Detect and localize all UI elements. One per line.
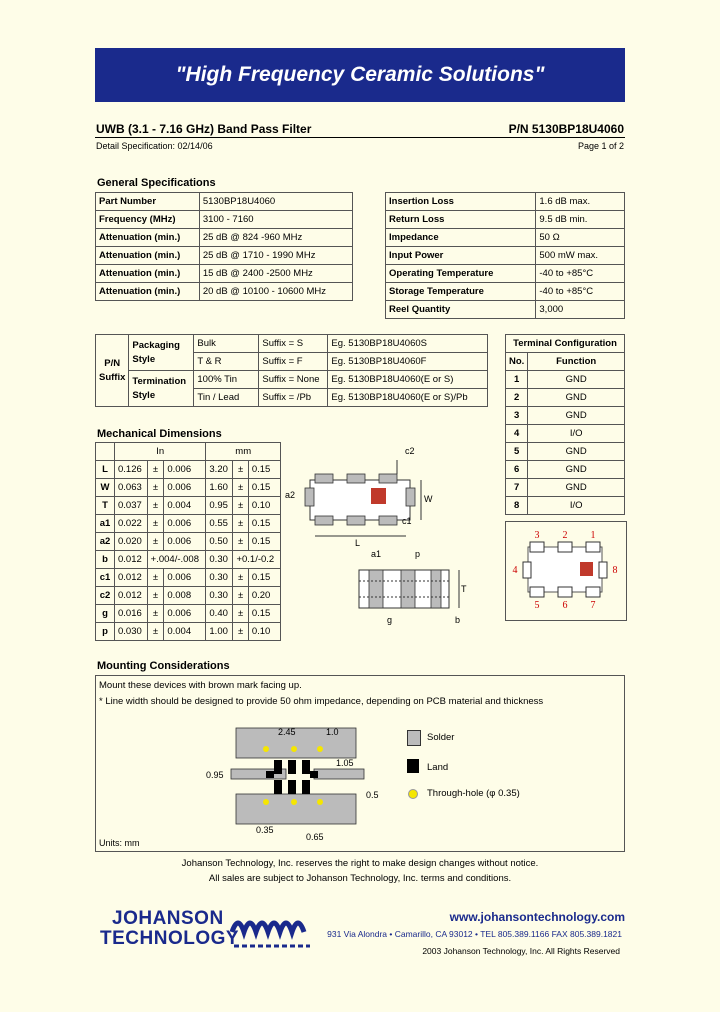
pinout-pad xyxy=(558,587,572,597)
mech-in-value: 0.012 xyxy=(115,569,148,587)
spec-label: Attenuation (min.) xyxy=(96,265,200,283)
terminal-no: 7 xyxy=(506,479,528,497)
mech-pm: ± xyxy=(147,497,164,515)
dim-label-245: 2.45 xyxy=(278,727,296,737)
logo-waves-icon xyxy=(230,910,315,952)
mech-pm: ± xyxy=(233,497,248,515)
dim-label-a1: a1 xyxy=(371,549,382,559)
mech-row xyxy=(96,515,281,533)
general-specs-heading: General Specifications xyxy=(97,177,216,189)
mech-mm-tol: 0.20 xyxy=(248,587,280,605)
mech-symbol: p xyxy=(96,623,115,641)
through-hole xyxy=(291,746,297,752)
mech-symbol: c1 xyxy=(96,569,115,587)
suffix-label-suffix: Suffix xyxy=(99,371,126,383)
dim-label-105: 1.05 xyxy=(336,758,354,768)
units-note: Units: mm xyxy=(99,838,140,848)
dim-label-b: b xyxy=(455,615,461,625)
land-pad xyxy=(288,760,296,774)
land-pad xyxy=(266,771,274,778)
suffix-cell: T & R xyxy=(194,353,259,371)
mech-mm-tol: 0.15 xyxy=(248,605,280,623)
pinout-pad xyxy=(599,562,607,578)
mech-mm-value: 3.20 xyxy=(206,461,233,479)
dim-label-p: p xyxy=(415,549,421,559)
pinout-pad xyxy=(586,542,600,552)
mech-in-tol: 0.004 xyxy=(164,623,206,641)
spec-value: -40 to +85°C xyxy=(536,265,625,283)
brown-mark xyxy=(371,488,386,504)
terminal-function: GND xyxy=(528,407,625,425)
footer-line-1: Johanson Technology, Inc. reserves the right to make design changes without notice. xyxy=(181,858,539,869)
terminal-row xyxy=(506,407,625,425)
terminal-config-table xyxy=(505,334,625,515)
pin-label: 3 xyxy=(534,530,540,541)
mounting-line-2: * Line width should be designed to provide 50 ohm impedance, depending on PCB material and thickness xyxy=(99,696,544,707)
copyright: 2003 Johanson Technology, Inc. All Rights Reserved xyxy=(422,946,620,956)
mech-in-value: 0.037 xyxy=(115,497,148,515)
pinout-pad xyxy=(530,587,544,597)
chip-pad xyxy=(347,516,365,525)
spec-label: Operating Temperature xyxy=(386,265,536,283)
mech-row xyxy=(96,587,281,605)
mech-in-value: 0.012 xyxy=(115,551,148,569)
mech-mm-tol: 0.15 xyxy=(248,461,280,479)
mech-pm: ± xyxy=(233,587,248,605)
mech-mm-value: 0.30 xyxy=(206,587,233,605)
logo-wave xyxy=(232,923,304,932)
mech-mm-value: 0.40 xyxy=(206,605,233,623)
suffix-label-pn: P/N xyxy=(104,357,121,369)
land-pad xyxy=(274,760,282,774)
terminal-no: 2 xyxy=(506,389,528,407)
suffix-cell: Eg. 5130BP18U4060F xyxy=(328,353,488,371)
mech-mm-tol: 0.15 xyxy=(248,569,280,587)
mech-mm-tol: 0.15 xyxy=(248,515,280,533)
mech-pm: ± xyxy=(147,605,164,623)
mech-in-tol: 0.006 xyxy=(164,461,206,479)
mech-symbol: a2 xyxy=(96,533,115,551)
mech-in-value: 0.016 xyxy=(115,605,148,623)
spec-label: Reel Quantity xyxy=(386,301,536,319)
general-specs-left-table xyxy=(95,192,353,301)
spec-value: 3,000 xyxy=(536,301,625,319)
pin-label: 5 xyxy=(534,600,540,611)
pinout-pad xyxy=(523,562,531,578)
suffix-cell: Eg. 5130BP18U4060S xyxy=(328,335,488,353)
mech-in-tol: 0.006 xyxy=(164,569,206,587)
general-spec-row xyxy=(386,193,625,211)
header-divider xyxy=(95,137,625,138)
mech-mm-value: 0.30 xyxy=(206,569,233,587)
mech-pm: ± xyxy=(233,605,248,623)
general-spec-row xyxy=(96,229,353,247)
mech-row xyxy=(96,569,281,587)
mech-pm: ± xyxy=(233,533,248,551)
suffix-cell: Suffix = S xyxy=(259,335,328,353)
mech-in-tol: 0.006 xyxy=(164,533,206,551)
terminal-function: GND xyxy=(528,461,625,479)
terminal-function: GND xyxy=(528,443,625,461)
chip-pad xyxy=(406,488,415,506)
brown-mark xyxy=(580,562,593,576)
pin-label: 7 xyxy=(590,600,596,611)
spec-label: Impedance xyxy=(386,229,536,247)
termination-label: Termination xyxy=(132,375,187,387)
terminal-col-function: Function xyxy=(528,353,625,371)
land-pad xyxy=(302,780,310,794)
dim-label-t: T xyxy=(461,584,467,594)
legend-hole: Through-hole (φ 0.35) xyxy=(427,788,520,799)
terminal-row xyxy=(506,479,625,497)
general-spec-row xyxy=(386,229,625,247)
through-hole xyxy=(263,799,269,805)
suffix-label xyxy=(96,335,129,407)
general-spec-row xyxy=(386,265,625,283)
terminal-row xyxy=(506,461,625,479)
general-spec-row xyxy=(96,283,353,301)
through-hole xyxy=(317,799,323,805)
land-pad xyxy=(302,760,310,774)
legend-solder-swatch xyxy=(407,730,421,746)
mech-in-tol: 0.006 xyxy=(164,515,206,533)
dim-label-05: 0.5 xyxy=(366,790,379,800)
suffix-cell: Bulk xyxy=(194,335,259,353)
dim-label-l: L xyxy=(355,538,361,548)
mech-in-value: 0.012 xyxy=(115,587,148,605)
mech-symbol: T xyxy=(96,497,115,515)
dim-label-035: 0.35 xyxy=(256,825,274,835)
through-hole xyxy=(317,746,323,752)
footer-line-2: All sales are subject to Johanson Technology, Inc. terms and conditions. xyxy=(208,873,512,884)
suffix-cell: Suffix = F xyxy=(259,353,328,371)
general-spec-row xyxy=(386,211,625,229)
mech-pm: ± xyxy=(147,461,164,479)
mech-symbol: W xyxy=(96,479,115,497)
chip-body xyxy=(310,480,410,520)
page-number: Page 1 of 2 xyxy=(577,141,624,151)
mech-symbol: b xyxy=(96,551,115,569)
mech-in-value: 0.126 xyxy=(115,461,148,479)
suffix-cell: Suffix = /Pb xyxy=(259,389,328,407)
termination-style-word: Style xyxy=(132,389,156,401)
solder-area xyxy=(236,794,356,824)
mech-row xyxy=(96,623,281,641)
legend-solder: Solder xyxy=(427,732,455,743)
terminal-no: 6 xyxy=(506,461,528,479)
detail-spec: Detail Specification: 02/14/06 xyxy=(96,141,213,151)
packaging-style-label xyxy=(129,335,194,371)
mech-symbol: g xyxy=(96,605,115,623)
chip-side-term xyxy=(369,570,383,608)
mech-mm-tol: 0.10 xyxy=(248,623,280,641)
spec-value: 1.6 dB max. xyxy=(536,193,625,211)
mechanical-heading: Mechanical Dimensions xyxy=(97,428,222,440)
suffix-cell: Tin / Lead xyxy=(194,389,259,407)
spec-value: 50 Ω xyxy=(536,229,625,247)
mech-symbol: c2 xyxy=(96,587,115,605)
pin-label: 8 xyxy=(612,565,618,576)
spec-label: Input Power xyxy=(386,247,536,265)
terminal-col-no: No. xyxy=(506,353,528,371)
terminal-function: GND xyxy=(528,389,625,407)
legend-land-swatch xyxy=(407,759,419,773)
website-link[interactable]: www.johansontechnology.com xyxy=(449,910,625,924)
spec-value: -40 to +85°C xyxy=(536,283,625,301)
land-pad xyxy=(274,780,282,794)
spec-label: Storage Temperature xyxy=(386,283,536,301)
mounting-box xyxy=(95,675,625,852)
mech-pm: ± xyxy=(147,587,164,605)
through-hole xyxy=(263,746,269,752)
general-spec-row xyxy=(386,247,625,265)
mech-row xyxy=(96,497,281,515)
terminal-no: 4 xyxy=(506,425,528,443)
suffix-cell: 100% Tin xyxy=(194,371,259,389)
dim-label-065: 0.65 xyxy=(306,832,324,842)
mech-pm: ± xyxy=(147,569,164,587)
mech-pm: ± xyxy=(233,623,248,641)
chip-side-term xyxy=(431,570,441,608)
logo-johanson: JOHANSON xyxy=(112,908,224,929)
mech-in-tol: 0.006 xyxy=(164,479,206,497)
mech-mm-tol: 0.10 xyxy=(248,497,280,515)
chip-pad xyxy=(305,488,314,506)
mech-in-value: 0.020 xyxy=(115,533,148,551)
mech-pm: ± xyxy=(233,515,248,533)
mech-row xyxy=(96,551,281,569)
mech-mm-value: 0.30 xyxy=(206,551,233,569)
terminal-no: 8 xyxy=(506,497,528,515)
mech-pm: ± xyxy=(233,569,248,587)
pin-label: 2 xyxy=(562,530,568,541)
mech-mm-tol: +0.1/-0.2 xyxy=(233,551,281,569)
mech-mm-tol: 0.15 xyxy=(248,533,280,551)
mounting-line-1: Mount these devices with brown mark facing up. xyxy=(99,680,302,691)
terminal-row xyxy=(506,443,625,461)
spec-label: Return Loss xyxy=(386,211,536,229)
spec-label: Attenuation (min.) xyxy=(96,283,200,301)
terminal-config-heading: Terminal Configuration xyxy=(506,335,625,353)
general-spec-row xyxy=(96,211,353,229)
terminal-no: 1 xyxy=(506,371,528,389)
spec-label: Part Number xyxy=(96,193,200,211)
mech-row xyxy=(96,533,281,551)
suffix-table xyxy=(95,334,488,407)
pinout-svg xyxy=(506,522,626,620)
general-specs-right-table xyxy=(385,192,625,319)
solder-trace xyxy=(314,769,364,779)
pinout-diagram xyxy=(505,521,627,621)
chip-pad xyxy=(379,516,397,525)
dim-label-095: 0.95 xyxy=(206,770,224,780)
through-hole xyxy=(291,799,297,805)
spec-label: Frequency (MHz) xyxy=(96,211,200,229)
pin-label: 6 xyxy=(562,600,568,611)
mech-blank xyxy=(96,443,115,461)
mech-in-value: 0.030 xyxy=(115,623,148,641)
part-number: P/N 5130BP18U4060 xyxy=(508,122,624,136)
chip-pad xyxy=(315,516,333,525)
suffix-cell: Eg. 5130BP18U4060(E or S) xyxy=(328,371,488,389)
chip-pad xyxy=(379,474,397,483)
packaging-label: Packaging xyxy=(132,339,180,351)
terminal-row xyxy=(506,497,625,515)
legend-hole-swatch xyxy=(408,789,418,799)
packaging-style-word: Style xyxy=(132,353,156,365)
dim-label-10: 1.0 xyxy=(326,727,339,737)
terminal-row xyxy=(506,425,625,443)
mech-in-tol: 0.006 xyxy=(164,605,206,623)
dim-label-c2: c2 xyxy=(405,446,415,456)
suffix-cell: Suffix = None xyxy=(259,371,328,389)
dim-label-c1: c1 xyxy=(402,516,412,526)
mech-col-mm: mm xyxy=(206,443,281,461)
dim-label-a2: a2 xyxy=(285,490,296,500)
product-title: UWB (3.1 - 7.16 GHz) Band Pass Filter xyxy=(96,122,312,136)
mech-symbol: L xyxy=(96,461,115,479)
mech-mm-value: 0.50 xyxy=(206,533,233,551)
mech-pm: ± xyxy=(147,533,164,551)
terminal-no: 5 xyxy=(506,443,528,461)
terminal-function: GND xyxy=(528,371,625,389)
chip-pad xyxy=(315,474,333,483)
company-address: 931 Via Alondra • Camarillo, CA 93012 • TEL 805.389.1166 FAX 805.389.1821 xyxy=(327,929,622,939)
land-pad xyxy=(288,780,296,794)
land-pad xyxy=(310,771,318,778)
mech-col-in: In xyxy=(115,443,206,461)
spec-value: 25 dB @ 1710 - 1990 MHz xyxy=(199,247,352,265)
spec-value: 3100 - 7160 xyxy=(199,211,352,229)
banner: "High Frequency Ceramic Solutions" xyxy=(95,48,625,102)
terminal-function: I/O xyxy=(528,497,625,515)
spec-value: 25 dB @ 824 -960 MHz xyxy=(199,229,352,247)
mech-in-tol: 0.004 xyxy=(164,497,206,515)
mechanical-table xyxy=(95,442,281,641)
mounting-heading: Mounting Considerations xyxy=(97,660,230,672)
mech-row xyxy=(96,605,281,623)
spec-value: 20 dB @ 10100 - 10600 MHz xyxy=(199,283,352,301)
mech-pm: ± xyxy=(147,479,164,497)
mech-in-value: 0.022 xyxy=(115,515,148,533)
mech-mm-value: 1.60 xyxy=(206,479,233,497)
pin-label: 4 xyxy=(512,565,518,576)
general-spec-row xyxy=(386,301,625,319)
suffix-cell: Eg. 5130BP18U4060(E or S)/Pb xyxy=(328,389,488,407)
terminal-function: GND xyxy=(528,479,625,497)
legend-land: Land xyxy=(427,762,449,773)
termination-style-label xyxy=(129,371,194,407)
mech-pm: ± xyxy=(147,515,164,533)
mech-row xyxy=(96,479,281,497)
spec-label: Attenuation (min.) xyxy=(96,247,200,265)
spec-label: Attenuation (min.) xyxy=(96,229,200,247)
general-spec-row xyxy=(386,283,625,301)
spec-value: 15 dB @ 2400 -2500 MHz xyxy=(199,265,352,283)
mech-mm-value: 0.55 xyxy=(206,515,233,533)
mech-pm: ± xyxy=(147,623,164,641)
general-spec-row xyxy=(96,265,353,283)
dimension-drawing xyxy=(285,442,500,632)
spec-value: 5130BP18U4060 xyxy=(199,193,352,211)
mech-in-value: 0.063 xyxy=(115,479,148,497)
mech-mm-value: 1.00 xyxy=(206,623,233,641)
chip-side-term xyxy=(401,570,415,608)
terminal-no: 3 xyxy=(506,407,528,425)
mech-symbol: a1 xyxy=(96,515,115,533)
spec-value: 9.5 dB min. xyxy=(536,211,625,229)
mech-in-tol: 0.008 xyxy=(164,587,206,605)
pinout-pad xyxy=(558,542,572,552)
terminal-row xyxy=(506,389,625,407)
mech-row xyxy=(96,461,281,479)
dim-label-w: W xyxy=(424,494,433,504)
general-spec-row xyxy=(96,247,353,265)
logo-technology: TECHNOLOGY xyxy=(100,928,240,949)
mech-mm-value: 0.95 xyxy=(206,497,233,515)
mech-pm: ± xyxy=(233,461,248,479)
terminal-function: I/O xyxy=(528,425,625,443)
spec-label: Insertion Loss xyxy=(386,193,536,211)
mech-mm-tol: 0.15 xyxy=(248,479,280,497)
dim-label-g: g xyxy=(387,615,393,625)
spec-value: 500 mW max. xyxy=(536,247,625,265)
pinout-pad xyxy=(530,542,544,552)
terminal-row xyxy=(506,371,625,389)
pinout-pad xyxy=(586,587,600,597)
general-spec-row xyxy=(96,193,353,211)
mech-in-tol: +.004/-.008 xyxy=(147,551,206,569)
pin-label: 1 xyxy=(590,530,596,541)
mech-pm: ± xyxy=(233,479,248,497)
footprint-drawing xyxy=(206,716,506,846)
chip-pad xyxy=(347,474,365,483)
